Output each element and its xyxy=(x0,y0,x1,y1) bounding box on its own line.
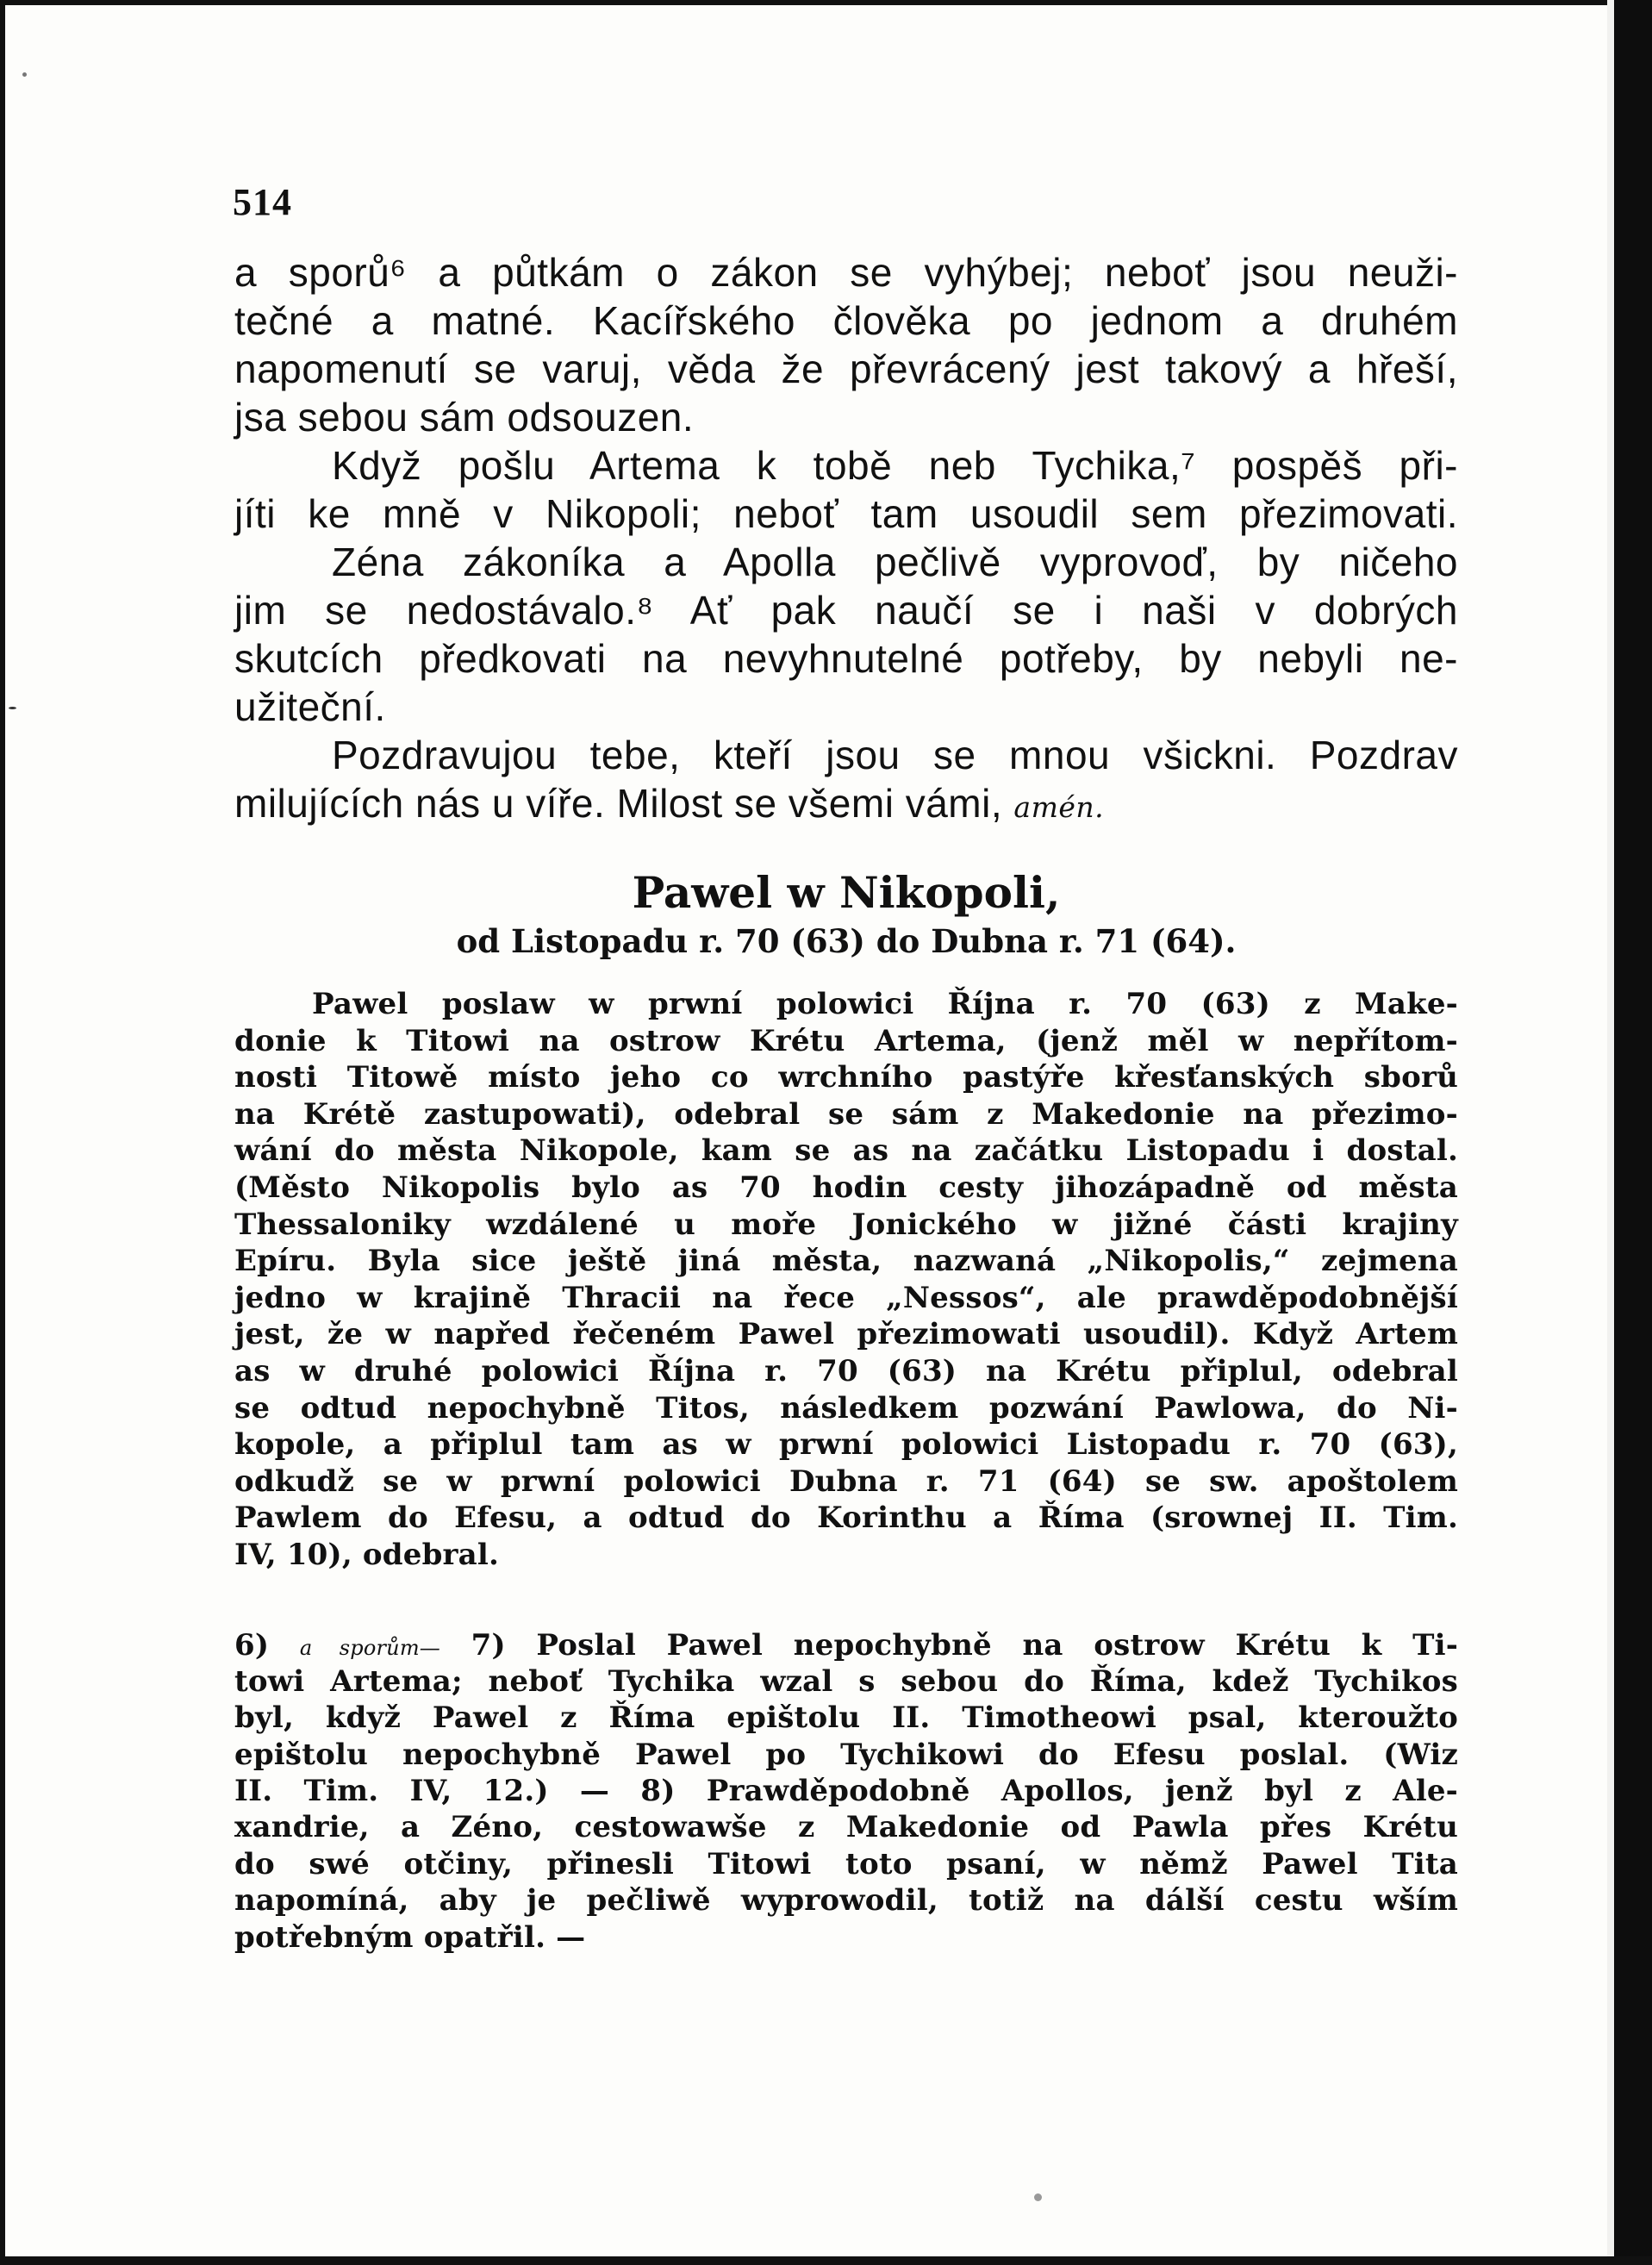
note-line: donie k Titowi na ostrow Krétu Artema, (jenž měl w nepřítom- xyxy=(234,1023,1458,1058)
text-line: Zéna zákoníka a Apolla pečlivě vyprovoď, by ničeho xyxy=(332,540,1458,584)
main-text xyxy=(234,248,1458,827)
closing-text: milujících nás u víře. Milost se všemi vámi, xyxy=(234,781,1003,826)
text-line: jim se nedostávalo.⁸ Ať pak naučí se i naši v dobrých xyxy=(234,588,1458,633)
footnote-line: epištolu nepochybně Pawel po Tychikowi do Efesu poslal. (Wiz xyxy=(234,1737,1458,1772)
footnote-line: xandrie, a Zéno, cestowawše z Makedonie od Pawla přes Krétu xyxy=(234,1810,1458,1845)
section-heading: Pawel w Nikopoli, xyxy=(632,867,1061,918)
footnote-line: II. Tim. IV, 12.) — 8) Prawděpodobně Apollos, jenž byl z Ale- xyxy=(234,1774,1458,1809)
scan-edge-top xyxy=(0,0,1652,5)
page-content xyxy=(234,181,1458,1956)
note-line: Epíru. Byla sice ještě jiná města, nazwaná „Nikopolis,“ zejmena xyxy=(234,1244,1458,1279)
note-line: as w druhé polowici Října r. 70 (63) na Krétu připlul, odebral xyxy=(234,1353,1458,1388)
dust-speck xyxy=(9,707,16,709)
text-line: Když pošlu Artema k tobě neb Tychika,⁷ pospěš při- xyxy=(332,443,1458,488)
note-line: jest, že w napřed řečeném Pawel přezimowati usoudil). Když Artem xyxy=(234,1317,1458,1352)
scan-edge-right xyxy=(1614,0,1652,2265)
text-line: napomenutí se varuj, věda že převrácený jest takový a hřeší, xyxy=(234,346,1458,391)
note-line: se odtud nepochybně Titos, následkem pozwání Pawlowa, do Ni- xyxy=(234,1390,1458,1426)
footnote-6-text: a sporům— xyxy=(299,1635,440,1660)
text-line: tečné a matné. Kacířského člověka po jednom a druhém xyxy=(234,298,1458,343)
footnote-line-first xyxy=(234,1627,1458,1663)
note-line: Pawlem do Efesu, a odtud do Korinthu a Říma (srownej II. Tim. xyxy=(234,1501,1458,1536)
page-number: 514 xyxy=(233,181,292,223)
section-subheading: od Listopadu r. 70 (63) do Dubna r. 71 (64). xyxy=(456,922,1237,960)
note-line: kopole, a připlul tam as w prwní polowici Listopadu r. 70 (63), xyxy=(234,1427,1458,1463)
note-line: nosti Titowě místo jeho co wrchního pastýře křesťanských sborů xyxy=(234,1060,1458,1095)
scan-edge-bottom xyxy=(0,2256,1652,2265)
text-line: užiteční. xyxy=(234,684,386,729)
footnotes xyxy=(234,1627,1458,1956)
dust-speck xyxy=(22,72,27,77)
text-line: jíti ke mně v Nikopoli; neboť tam usoudil sem přezimovati. xyxy=(234,491,1458,536)
footnote-7-start: 7) Poslal Pawel nepochybně na ostrow Krétu k Ti- xyxy=(471,1627,1459,1663)
scan-edge-left xyxy=(0,0,5,2265)
note-line: na Krétě zastupowati), odebral se sám z Makedonie na přezimo- xyxy=(234,1096,1458,1132)
scan-edge-right-gap xyxy=(1607,0,1614,2265)
footnote-6-label: 6) xyxy=(234,1627,270,1663)
footnote-line: towi Artema; neboť Tychika wzal s sebou do Říma, kdež Tychikos xyxy=(234,1663,1458,1699)
text-line: jsa sebou sám odsouzen. xyxy=(234,395,695,440)
text-line: a sporů⁶ a půtkám o zákon se vyhýbej; neboť jsou neuži- xyxy=(234,250,1458,295)
text-line-closing xyxy=(234,779,1458,827)
text-line: skutcích předkovati na nevyhnutelné potřeby, by nebyli ne- xyxy=(234,636,1458,681)
footnote-line: napomíná, aby je pečliwě wyprowodil, totiž na dálší cestu wším xyxy=(234,1883,1458,1919)
note-line: jedno w krajině Thracii na řece „Nessos“, ale prawděpodobnější xyxy=(234,1280,1458,1315)
text-line: Pozdravujou tebe, kteří jsou se mnou všickni. Pozdrav xyxy=(332,733,1458,777)
note-line: IV, 10), odebral. xyxy=(234,1537,500,1572)
note-line: wání do města Nikopole, kam se as na začátku Listopadu i dostal. xyxy=(234,1133,1458,1169)
note-line: Pawel poslaw w prwní polowici Října r. 70 (63) z Make- xyxy=(312,987,1458,1021)
amen-word: amén. xyxy=(1013,790,1105,824)
historical-note xyxy=(234,986,1458,1574)
footnote-line: byl, když Pawel z Říma epištolu II. Timotheowi psal, kteroužto xyxy=(234,1700,1458,1736)
note-line: odkudž se w prwní polowici Dubna r. 71 (64) se sw. apoštolem xyxy=(234,1463,1458,1499)
dust-speck xyxy=(1034,2193,1042,2201)
note-line: (Město Nikopolis bylo as 70 hodin cesty jihozápadně od města xyxy=(234,1170,1458,1205)
note-line: Thessaloniky wzdálené u moře Jonického w jižné části krajiny xyxy=(234,1207,1458,1242)
footnote-line: potřebným opatřil. — xyxy=(234,1919,586,1955)
footnote-line: do swé otčiny, přinesli Titowi toto psaní, w němž Pawel Tita xyxy=(234,1846,1458,1881)
